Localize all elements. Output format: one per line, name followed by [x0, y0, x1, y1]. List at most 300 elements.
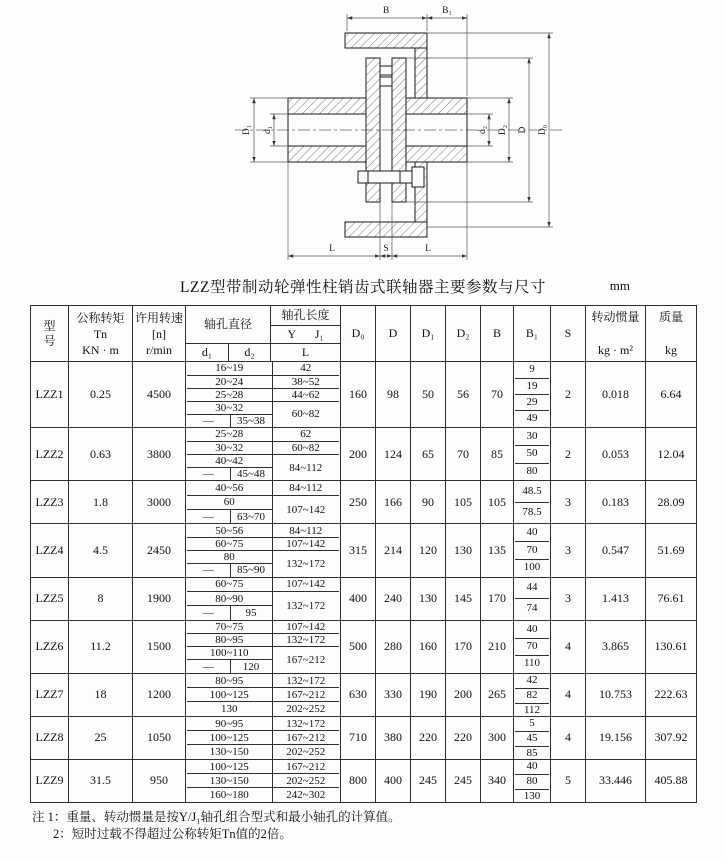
D-cell: 400 — [376, 759, 411, 802]
bore-length-cell: 132~172 — [272, 674, 339, 688]
model-cell: LZZ7 — [31, 673, 69, 716]
dim-label-L-left: L — [329, 244, 335, 254]
bore-row — [187, 731, 339, 745]
bore-d-cell: 70~75 — [187, 621, 272, 634]
speed-header-line3: r/min — [146, 342, 172, 357]
mass-cell: 51.69 — [646, 524, 697, 577]
b1-value: 74 — [526, 602, 538, 615]
torque-header-line2: Tn — [93, 326, 108, 341]
dim-label-S: S — [383, 244, 389, 254]
mass-cell: 130.61 — [646, 620, 697, 673]
inertia-cell: 0.053 — [586, 428, 646, 481]
torque-cell: 1.8 — [69, 481, 133, 524]
D0-cell: 400 — [341, 577, 376, 620]
col-header-S: S — [551, 306, 586, 362]
D-cell: 380 — [376, 716, 411, 759]
bore-row — [187, 621, 339, 634]
inertia-cell: 0.018 — [586, 362, 646, 428]
bore-d-cell: 100~125 — [187, 760, 272, 774]
b1-value: 70 — [515, 542, 549, 559]
B-cell: 135 — [481, 524, 514, 577]
col-header-B: B — [481, 306, 514, 362]
D2-cell: 130 — [446, 524, 481, 577]
inertia-cell: 0.183 — [586, 481, 646, 524]
bore-table — [187, 621, 339, 673]
bore-length-cell: 84~112 — [272, 454, 339, 480]
model-cell: LZZ9 — [31, 759, 69, 802]
b1-value: 110 — [523, 657, 541, 670]
b1-value: 80 — [515, 775, 549, 790]
D1-cell: 190 — [411, 673, 446, 716]
bore-row — [187, 362, 339, 375]
b1-value: 82 — [515, 689, 549, 704]
bore-table — [187, 674, 339, 716]
B-cell: 170 — [481, 577, 514, 620]
speed-header-line1: 许用转速 — [134, 310, 183, 325]
table-row — [31, 716, 697, 759]
bore-row — [187, 634, 339, 647]
bore-table — [187, 717, 339, 759]
dim-label-d2: d₂ — [478, 125, 488, 135]
model-cell: LZZ4 — [31, 524, 69, 577]
dim-label-d1: d₁ — [263, 125, 273, 135]
table-row — [31, 673, 697, 716]
col-header-D1: D₁ — [411, 306, 446, 362]
D2-cell: 145 — [446, 577, 481, 620]
S-cell: 4 — [551, 673, 586, 716]
speed-cell: 3800 — [133, 428, 186, 481]
bore-d-cell: 130~150 — [187, 774, 272, 788]
b1-value: 44 — [515, 578, 549, 599]
b1-group-cell — [514, 524, 551, 577]
dim-label-D: D — [518, 126, 528, 134]
S-cell: 3 — [551, 524, 586, 577]
bore-d2-cell: 85~90 — [230, 564, 272, 577]
dim-label-D1-left: D₁ — [242, 124, 252, 136]
torque-header-line3: KN · m — [82, 342, 119, 357]
torque-cell: 11.2 — [69, 620, 133, 673]
D1-cell: 245 — [411, 759, 446, 802]
page-title: LZZ型带制动轮弹性柱销齿式联轴器主要参数与尺寸 — [180, 279, 546, 296]
table-header — [31, 306, 697, 362]
speed-cell: 1050 — [133, 716, 186, 759]
B-cell: 70 — [481, 362, 514, 428]
b1-stack — [515, 429, 549, 480]
b1-value: 50 — [515, 446, 549, 463]
bore-d1-cell: — — [202, 606, 214, 619]
B-cell: 105 — [481, 481, 514, 524]
bore-d-cell: 30~32 — [187, 401, 272, 414]
D-cell: 98 — [376, 362, 411, 428]
torque-cell: 8 — [69, 577, 133, 620]
bore-length-cell: 84~112 — [272, 524, 339, 537]
bore-length-cell: 132~172 — [272, 634, 339, 647]
bore-row — [187, 578, 339, 592]
b1-value: 40 — [515, 760, 549, 775]
bore-row — [187, 592, 339, 606]
speed-cell: 3000 — [133, 481, 186, 524]
inertia-cell: 10.753 — [586, 673, 646, 716]
col-header-inertia — [586, 306, 646, 362]
model-cell: LZZ1 — [31, 362, 69, 428]
table-row — [31, 620, 697, 673]
D1-cell: 130 — [411, 577, 446, 620]
bore-d-cell: 130 — [221, 703, 238, 716]
D2-cell: 220 — [446, 716, 481, 759]
bore-row — [187, 717, 339, 731]
bore-row — [187, 551, 339, 564]
b1-value: 42 — [515, 674, 549, 689]
mass-header-line2: kg — [665, 342, 678, 357]
b1-stack — [515, 621, 549, 672]
bore-length-cell: 167~212 — [272, 647, 339, 673]
table-row — [31, 428, 697, 481]
col-header-model: 型 号 — [31, 306, 69, 362]
note-line-2: 2：短时过载不得超过公称转矩Tn值的2倍。 — [53, 826, 292, 841]
bore-length-cell: 132~172 — [272, 717, 339, 731]
bore-length-cell: 107~142 — [272, 495, 339, 523]
b1-value: 29 — [515, 395, 549, 411]
bore-d-cell: 80~95 — [187, 634, 272, 647]
bore-row — [187, 674, 339, 688]
bore-length-cell: 107~142 — [272, 537, 339, 550]
B-cell: 265 — [481, 673, 514, 716]
bore-d-cell: 80~95 — [187, 674, 272, 688]
bore-group-cell — [186, 362, 341, 428]
torque-cell: 0.25 — [69, 362, 133, 428]
bore-length-cell: 202~252 — [272, 745, 339, 759]
col-header-speed — [133, 306, 186, 362]
bore-row — [187, 537, 339, 550]
bore-group-cell — [186, 481, 341, 524]
bore-row — [187, 774, 339, 788]
bore-d-cell: 20~24 — [187, 375, 272, 388]
B-cell: 210 — [481, 620, 514, 673]
bore-d-cell: 80 — [187, 551, 272, 564]
D2-cell: 245 — [446, 759, 481, 802]
bore-row — [187, 702, 339, 716]
dim-label-B1: B₁ — [442, 6, 452, 16]
bore-group-cell — [186, 524, 341, 577]
bore-group-cell — [186, 577, 341, 620]
speed-cell: 1200 — [133, 673, 186, 716]
bore-d1-cell: — — [202, 510, 214, 523]
D0-cell: 160 — [341, 362, 376, 428]
bore-row — [187, 745, 339, 759]
b1-stack — [515, 674, 549, 715]
bore-group-cell — [186, 759, 341, 802]
bore-d2-cell: 45~48 — [230, 467, 272, 480]
col-header-D: D — [376, 306, 411, 362]
D1-cell: 220 — [411, 716, 446, 759]
torque-cell: 0.63 — [69, 428, 133, 481]
bore-row — [187, 481, 339, 495]
D0-cell: 500 — [341, 620, 376, 673]
bore-d1-cell: — — [202, 414, 214, 427]
title-row — [0, 275, 726, 301]
col-header-bore-length: 轴孔长度 — [271, 306, 341, 326]
col-header-d1: d₁ — [186, 344, 229, 362]
D-cell: 240 — [376, 577, 411, 620]
col-header-d2: d₂ — [229, 344, 271, 362]
D0-cell: 800 — [341, 759, 376, 802]
bore-length-cell: 62 — [272, 428, 339, 441]
b1-stack — [515, 363, 549, 427]
b1-stack — [515, 525, 549, 576]
torque-cell: 18 — [69, 673, 133, 716]
bore-d1-cell: — — [202, 660, 214, 673]
bore-d-cell: 25~28 — [187, 388, 272, 401]
D-cell: 124 — [376, 428, 411, 481]
torque-header-line1: 公称转矩 — [76, 310, 125, 325]
col-header-D2: D₂ — [446, 306, 481, 362]
bore-d-cell: 30~32 — [187, 441, 272, 454]
D1-cell: 65 — [411, 428, 446, 481]
b1-value: 45 — [515, 732, 549, 747]
D1-cell: 90 — [411, 481, 446, 524]
D-cell: 280 — [376, 620, 411, 673]
b1-value: 100 — [523, 561, 541, 573]
bore-row — [187, 760, 339, 774]
bore-length-cell: 107~142 — [272, 578, 339, 592]
b1-group-cell — [514, 362, 551, 428]
bore-d2-cell: 95 — [230, 606, 272, 620]
S-cell: 3 — [551, 577, 586, 620]
S-cell: 2 — [551, 428, 586, 481]
notes — [32, 809, 726, 843]
model-cell: LZZ5 — [31, 577, 69, 620]
S-cell: 2 — [551, 362, 586, 428]
bore-row — [187, 388, 339, 401]
inertia-header-line2: kg · m² — [598, 342, 633, 357]
S-cell: 4 — [551, 620, 586, 673]
bore-d2-cell: 35~38 — [230, 414, 272, 427]
dim-label-D0: D₀ — [538, 124, 548, 136]
bore-d-cell: 60~75 — [187, 578, 272, 592]
speed-cell: 950 — [133, 759, 186, 802]
D1-cell: 50 — [411, 362, 446, 428]
D2-cell: 105 — [446, 481, 481, 524]
dim-label-D2: D₂ — [498, 124, 508, 136]
bore-d1-cell: — — [202, 468, 214, 481]
col-header-L: L — [271, 344, 341, 362]
bore-d-cell: 40~42 — [187, 454, 272, 467]
col-header-bore-diameter: 轴孔直径 — [186, 306, 271, 344]
S-cell: 3 — [551, 481, 586, 524]
D-cell: 166 — [376, 481, 411, 524]
note-line-1: 注 1：重量、转动惯量是按Y/J₁轴孔组合型式和最小轴孔的计算值。 — [32, 809, 401, 824]
table-row — [31, 481, 697, 524]
table-body — [31, 362, 697, 803]
bore-d-cell: 16~19 — [187, 362, 272, 375]
bore-d-cell: 60~75 — [187, 537, 272, 550]
torque-cell: 4.5 — [69, 524, 133, 577]
col-header-mass — [646, 306, 697, 362]
bore-group-cell — [186, 428, 341, 481]
table-row — [31, 577, 697, 620]
D2-cell: 200 — [446, 673, 481, 716]
mass-cell: 307.92 — [646, 716, 697, 759]
b1-value: 19 — [515, 379, 549, 395]
D-cell: 330 — [376, 673, 411, 716]
bore-length-cell: 44~62 — [272, 388, 339, 401]
parameter-table — [30, 305, 697, 803]
bore-group-cell — [186, 673, 341, 716]
D0-cell: 315 — [341, 524, 376, 577]
b1-stack — [515, 578, 549, 619]
b1-group-cell — [514, 577, 551, 620]
col-header-torque — [69, 306, 133, 362]
bore-d-cell: 60 — [187, 495, 272, 509]
D1-cell: 120 — [411, 524, 446, 577]
D-cell: 214 — [376, 524, 411, 577]
bore-d-cell: 100~110 — [187, 647, 272, 660]
D0-cell: 630 — [341, 673, 376, 716]
bore-table — [187, 362, 339, 427]
torque-cell: 25 — [69, 716, 133, 759]
bore-length-cell: 38~52 — [272, 375, 339, 388]
model-cell: LZZ8 — [31, 716, 69, 759]
bore-length-cell: 60~82 — [272, 401, 339, 427]
b1-value: 30 — [515, 429, 549, 446]
b1-group-cell — [514, 620, 551, 673]
bore-d-cell: 25~28 — [187, 428, 272, 441]
bore-table — [187, 481, 339, 523]
bore-d-cell: 80~90 — [187, 592, 272, 606]
speed-cell: 1900 — [133, 577, 186, 620]
inertia-cell: 1.413 — [586, 577, 646, 620]
mass-cell: 76.61 — [646, 577, 697, 620]
bore-row — [187, 441, 339, 454]
b1-value: 85 — [526, 746, 538, 759]
bore-length-cell: 84~112 — [272, 481, 339, 495]
b1-stack — [515, 482, 549, 523]
bore-row — [187, 688, 339, 702]
dim-label-B: B — [382, 6, 390, 16]
inertia-cell: 0.547 — [586, 524, 646, 577]
bore-d-cell: 130~150 — [209, 746, 249, 759]
b1-value: 70 — [515, 639, 549, 656]
bore-length-cell: 60~82 — [272, 441, 339, 454]
bore-row — [187, 428, 339, 441]
table-row — [31, 362, 697, 428]
inertia-header-line1: 转动惯量 — [591, 309, 640, 324]
bore-d-cell: 100~125 — [187, 688, 272, 702]
bore-length-cell: 167~212 — [272, 688, 339, 702]
speed-header-line2: [n] — [152, 326, 166, 341]
bore-d1-cell: — — [202, 564, 214, 577]
b1-stack — [515, 717, 549, 758]
b1-value: 112 — [523, 703, 541, 716]
torque-cell: 31.5 — [69, 759, 133, 802]
D0-cell: 710 — [341, 716, 376, 759]
bore-row — [187, 454, 339, 467]
col-header-bore-length-YJ1: Y J₁ — [271, 326, 341, 344]
D0-cell: 200 — [341, 428, 376, 481]
b1-value: 49 — [526, 412, 538, 425]
table-row — [31, 759, 697, 802]
bore-d2-cell: 120 — [230, 660, 272, 673]
bore-row — [187, 401, 339, 414]
bore-d-cell: 90~95 — [187, 717, 272, 731]
bore-length-cell: 202~252 — [272, 702, 339, 716]
technical-drawing — [0, 0, 726, 272]
b1-value: 40 — [515, 525, 549, 542]
mass-cell: 405.88 — [646, 759, 697, 802]
b1-group-cell — [514, 716, 551, 759]
model-cell: LZZ2 — [31, 428, 69, 481]
speed-cell: 1500 — [133, 620, 186, 673]
mass-cell: 6.64 — [646, 362, 697, 428]
bore-length-cell: 107~142 — [272, 621, 339, 634]
bore-length-cell: 167~212 — [272, 731, 339, 745]
inertia-cell: 19.156 — [586, 716, 646, 759]
dim-label-L-right: L — [425, 244, 431, 254]
bore-length-cell: 202~252 — [272, 774, 339, 788]
B-cell: 300 — [481, 716, 514, 759]
D1-cell: 160 — [411, 620, 446, 673]
bore-table — [187, 578, 339, 620]
bore-table — [187, 428, 339, 480]
D2-cell: 70 — [446, 428, 481, 481]
b1-group-cell — [514, 481, 551, 524]
unit-label: mm — [609, 278, 630, 293]
b1-value: 9 — [515, 363, 549, 379]
b1-value: 130 — [523, 789, 541, 802]
bore-group-cell — [186, 716, 341, 759]
S-cell: 4 — [551, 716, 586, 759]
bore-length-cell: 132~172 — [272, 551, 339, 577]
mass-cell: 12.04 — [646, 428, 697, 481]
bore-d-cell: 160~180 — [209, 789, 249, 802]
B-cell: 340 — [481, 759, 514, 802]
bore-row — [187, 375, 339, 388]
b1-stack — [515, 760, 549, 801]
b1-group-cell — [514, 673, 551, 716]
bore-d-cell: 50~56 — [187, 524, 272, 537]
bore-length-cell: 167~212 — [272, 760, 339, 774]
model-cell: LZZ6 — [31, 620, 69, 673]
D2-cell: 56 — [446, 362, 481, 428]
col-header-B1: B₁ — [514, 306, 551, 362]
bore-row — [187, 647, 339, 660]
mass-cell: 28.09 — [646, 481, 697, 524]
b1-group-cell — [514, 759, 551, 802]
bore-d2-cell: 63~70 — [230, 509, 272, 523]
bore-row — [187, 524, 339, 537]
inertia-cell: 3.865 — [586, 620, 646, 673]
b1-value: 78.5 — [522, 506, 542, 519]
bore-row — [187, 788, 339, 802]
D2-cell: 170 — [446, 620, 481, 673]
bore-d-cell: 40~56 — [187, 481, 272, 495]
b1-value: 5 — [515, 717, 549, 732]
coupling-body — [288, 33, 467, 237]
b1-group-cell — [514, 428, 551, 481]
bore-group-cell — [186, 620, 341, 673]
D0-cell: 250 — [341, 481, 376, 524]
bore-table — [187, 524, 339, 576]
b1-value: 40 — [515, 621, 549, 638]
mass-header-line1: 质量 — [659, 309, 684, 324]
coupling-section-drawing — [0, 0, 726, 272]
model-cell: LZZ3 — [31, 481, 69, 524]
inertia-cell: 33.446 — [586, 759, 646, 802]
bore-length-cell: 42 — [272, 362, 339, 375]
S-cell: 5 — [551, 759, 586, 802]
bore-row — [187, 495, 339, 509]
speed-cell: 4500 — [133, 362, 186, 428]
